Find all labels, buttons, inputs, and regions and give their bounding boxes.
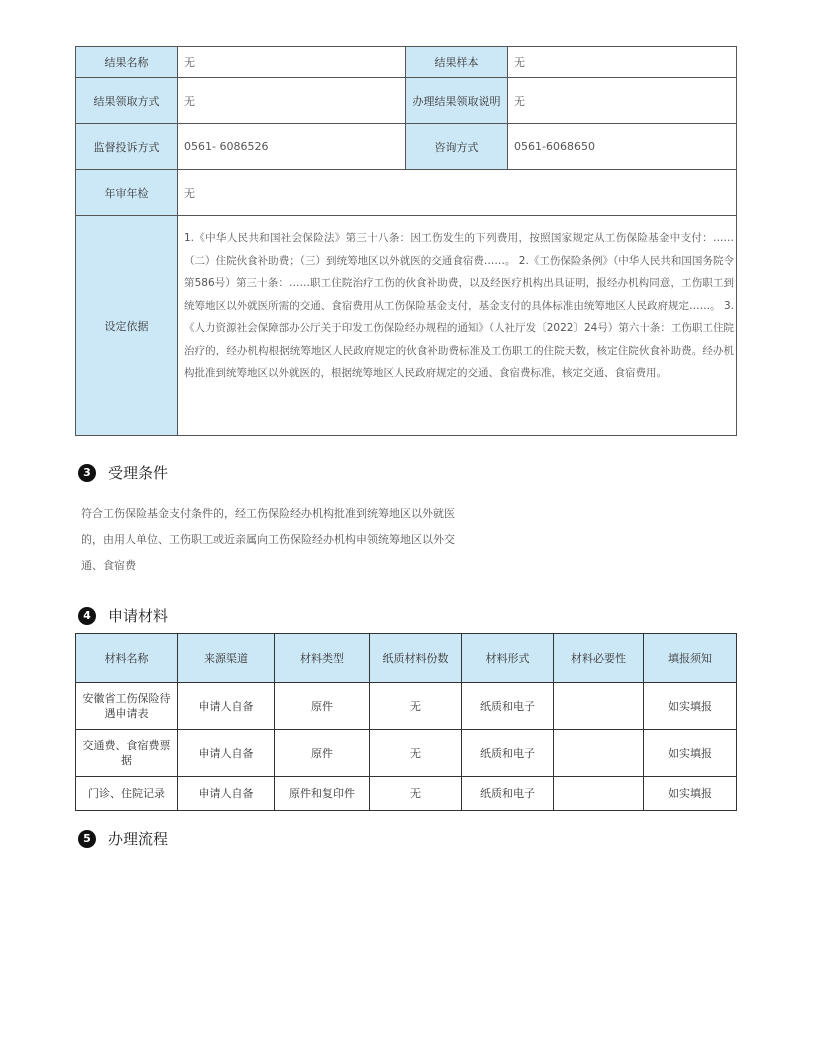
collect-note-value: 无	[508, 78, 737, 124]
result-name-label: 结果名称	[76, 47, 178, 78]
table-row	[76, 47, 737, 78]
table-row	[76, 216, 737, 436]
table-row	[76, 124, 737, 170]
necessity-cell	[554, 730, 644, 777]
copies-cell: 无	[370, 777, 462, 811]
filling-note-cell: 如实填报	[644, 730, 737, 777]
necessity-cell	[554, 777, 644, 811]
section-number-badge: 4	[78, 607, 96, 625]
column-header: 填报须知	[644, 634, 737, 683]
result-sample-value: 无	[508, 47, 737, 78]
material-type-cell: 原件	[275, 683, 370, 730]
source-cell: 申请人自备	[178, 730, 275, 777]
complaint-value: 0561- 6086526	[178, 124, 406, 170]
result-name-value: 无	[178, 47, 406, 78]
filling-note-cell: 如实填报	[644, 777, 737, 811]
column-header: 材料类型	[275, 634, 370, 683]
source-cell: 申请人自备	[178, 683, 275, 730]
column-header: 材料名称	[76, 634, 178, 683]
material-type-cell: 原件	[275, 730, 370, 777]
basis-label: 设定依据	[76, 216, 178, 436]
column-header: 来源渠道	[178, 634, 275, 683]
result-info-table	[75, 46, 737, 436]
collect-method-value: 无	[178, 78, 406, 124]
source-cell: 申请人自备	[178, 777, 275, 811]
table-row	[76, 78, 737, 124]
annual-check-value: 无	[178, 170, 737, 216]
table-row	[76, 683, 737, 730]
material-name-cell: 安徽省工伤保险待遇申请表	[76, 683, 178, 730]
material-type-cell: 原件和复印件	[275, 777, 370, 811]
consult-label: 咨询方式	[406, 124, 508, 170]
material-form-cell: 纸质和电子	[462, 683, 554, 730]
copies-cell: 无	[370, 730, 462, 777]
section-3-heading	[78, 462, 168, 483]
table-row	[76, 170, 737, 216]
section-title: 办理流程	[108, 830, 169, 848]
materials-table	[75, 633, 737, 811]
collect-method-label: 结果领取方式	[76, 78, 178, 124]
table-header-row	[76, 634, 737, 683]
column-header: 材料必要性	[554, 634, 644, 683]
table-row	[76, 730, 737, 777]
section-5-heading	[78, 828, 168, 849]
table-row	[76, 777, 737, 811]
material-name-cell: 交通费、食宿费票据	[76, 730, 178, 777]
material-form-cell: 纸质和电子	[462, 730, 554, 777]
copies-cell: 无	[370, 683, 462, 730]
necessity-cell	[554, 683, 644, 730]
material-name-cell: 门诊、住院记录	[76, 777, 178, 811]
material-form-cell: 纸质和电子	[462, 777, 554, 811]
collect-note-label: 办理结果领取说明	[406, 78, 508, 124]
basis-value: 1.《中华人民共和国社会保险法》第三十八条：因工伤发生的下列费用，按照国家规定从工伤保险基金中支付：……（二）住院伙食补助费；（三）到统筹地区以外就医的交通食宿费……。 2.《工伤保险条例》（中华人民共和国国务院令第586号）第三十条：……职工住院治疗工伤的伙食补助费，以及经医疗机构出具证明，报经办机构同意，工伤职工到统筹地区以外就医所需的交通、食宿费用从工伤保险基金支付，基金支付的具体标准由统筹地区人民政府规定……。 3.《人力资源社会保障部办公厅关于印发工伤保险经办规程的通知》（人社厅发〔2022〕24号）第六十条：工伤职工住院治疗的，经办机构根据统筹地区人民政府规定的伙食补助费标准及工伤职工的住院天数，核定住院伙食补助费。经办机构批准到统筹地区以外就医的，根据统筹地区人民政府规定的交通、食宿费标准，核定交通、食宿费用。	[178, 216, 737, 436]
result-sample-label: 结果样本	[406, 47, 508, 78]
section-4-heading	[78, 605, 168, 626]
filling-note-cell: 如实填报	[644, 683, 737, 730]
section-number-badge: 5	[78, 830, 96, 848]
column-header: 材料形式	[462, 634, 554, 683]
section-title: 申请材料	[108, 607, 169, 625]
complaint-label: 监督投诉方式	[76, 124, 178, 170]
section-number-badge: 3	[78, 464, 96, 482]
acceptance-conditions-text: 符合工伤保险基金支付条件的，经工伤保险经办机构批准到统筹地区以外就医的，由用人单位、工伤职工或近亲属向工伤保险经办机构申领统筹地区以外交通、食宿费	[81, 507, 455, 572]
annual-check-label: 年审年检	[76, 170, 178, 216]
section-title: 受理条件	[108, 464, 169, 482]
column-header: 纸质材料份数	[370, 634, 462, 683]
consult-value: 0561-6068650	[508, 124, 737, 170]
